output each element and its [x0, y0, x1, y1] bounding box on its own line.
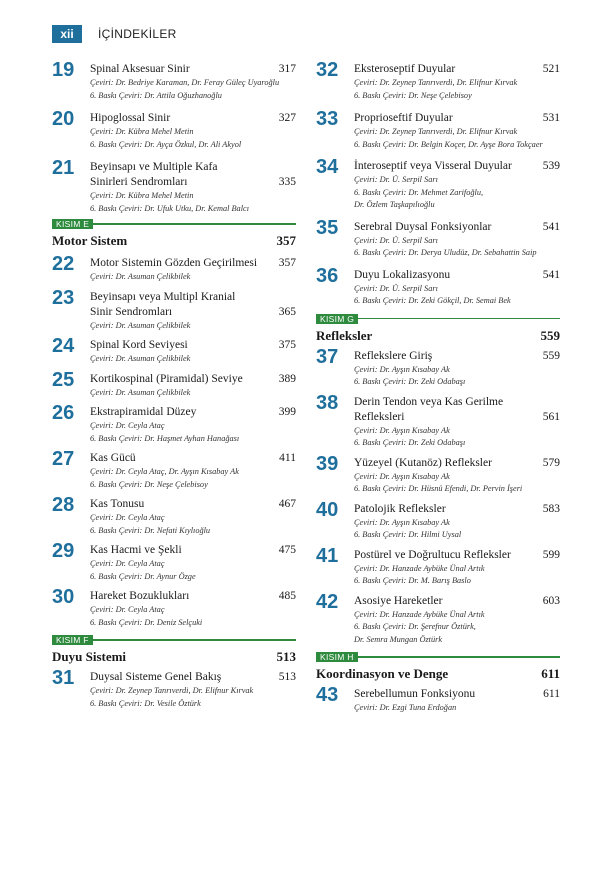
chapter-number: 24	[52, 335, 75, 357]
translator-credit: Çeviri: Dr. Ezgi Tuna Erdoğan	[354, 703, 457, 712]
toc-entry[interactable]	[52, 586, 296, 629]
translator-credit: 6. Baskı Çeviri: Dr. Zeki Odabaşı	[354, 377, 466, 386]
chapter-title-line: Hareket Bozuklukları	[90, 590, 190, 602]
toc-entry[interactable]	[52, 494, 296, 537]
section-title-text: Refleksler	[316, 327, 373, 343]
chapter-page: 531	[542, 112, 560, 124]
chapter-page: 559	[542, 349, 560, 362]
chapter-number: 36	[316, 264, 339, 287]
translator-credit: Çeviri: Dr. Ü. Serpil Sarı	[354, 175, 438, 184]
chapter-page: 603	[542, 594, 560, 607]
chapter-number: 37	[316, 345, 339, 368]
chapter-number: 31	[52, 667, 75, 689]
chapter-number: 32	[316, 59, 339, 81]
toc-entry[interactable]	[52, 368, 296, 400]
chapter-page: 399	[278, 406, 296, 418]
chapter-title-line: Eksteroseptif Duyular	[354, 63, 456, 75]
section-divider	[52, 635, 296, 645]
chapter-number: 33	[316, 108, 339, 130]
toc-entry[interactable]	[52, 157, 296, 215]
toc-entry[interactable]	[52, 402, 296, 445]
section-page: 513	[276, 649, 296, 664]
chapter-page: 513	[278, 671, 296, 683]
chapter-page: 561	[542, 410, 560, 423]
section-title-text: Koordinasyon ve Denge	[316, 666, 449, 681]
chapter-title-line: Ekstrapiramidal Düzey	[90, 406, 197, 418]
chapter-title-line: Reflekslere Giriş	[354, 349, 433, 362]
chapter-number: 42	[316, 590, 339, 613]
section-tag: KISIM H	[316, 652, 358, 662]
section-divider	[52, 219, 296, 229]
translator-credit: 6. Baskı Çeviri: Dr. Neşe Çelebisoy	[354, 90, 472, 100]
page-header	[52, 25, 177, 43]
translator-credit: Dr. Özlem Taşkapılıoğlu	[354, 200, 435, 209]
chapter-number: 23	[52, 286, 75, 309]
chapter-title-line: Motor Sistemin Gözden Geçirilmesi	[90, 257, 258, 269]
chapter-title-line: Sinirleri Sendromları	[90, 176, 188, 188]
chapter-title-line: Proprioseftif Duyular	[354, 112, 453, 124]
toc-entry[interactable]	[316, 345, 560, 389]
translator-credit: Çeviri: Dr. Ayşın Kısabay Ak	[354, 425, 450, 435]
chapter-page: 375	[278, 339, 296, 351]
translator-credit: Çeviri: Dr. Zeynep Tanrıverdi, Dr. Elifnur Kırvak	[354, 127, 518, 136]
translator-credit: 6. Baskı Çeviri: Dr. M. Barış Baslo	[354, 576, 471, 585]
translator-credit: Çeviri: Dr. Bedriye Karaman, Dr. Feray Güleç Uyaroğlu	[90, 78, 280, 87]
translator-credit: Çeviri: Dr. Hanzade Aybüke Ünal Artık	[354, 609, 485, 619]
toc-entry[interactable]	[52, 667, 296, 710]
translator-credit: 6. Baskı Çeviri: Dr. Attila Oğuzhanoğlu	[90, 90, 222, 100]
chapter-page: 475	[278, 544, 296, 556]
toc-entry[interactable]	[316, 391, 560, 450]
chapter-number: 39	[316, 452, 339, 475]
section-divider	[316, 314, 560, 324]
chapter-page: 389	[278, 372, 296, 385]
section-page: 559	[540, 327, 560, 343]
translator-credit: Çeviri: Dr. Ceyla Ataç	[90, 421, 165, 430]
translator-credit: 6. Baskı Çeviri: Dr. Zeki Gökçil, Dr. Semai Bek	[354, 296, 511, 305]
toc-entry[interactable]	[316, 59, 560, 102]
toc-entry[interactable]	[316, 156, 560, 212]
toc-entry[interactable]	[52, 335, 296, 366]
translator-credit: Çeviri: Dr. Ayşın Kısabay Ak	[354, 364, 450, 374]
translator-credit: Çeviri: Dr. Ayşın Kısabay Ak	[354, 471, 450, 481]
chapter-title-line: Duyu Lokalizasyonu	[354, 268, 451, 281]
translator-credit: 6. Baskı Çeviri: Dr. Zeki Odabaşı	[354, 438, 466, 447]
translator-credit: Çeviri: Dr. Ceyla Ataç	[90, 513, 165, 522]
chapter-page: 521	[542, 63, 560, 75]
chapter-title-line: Duysal Sisteme Genel Bakış	[90, 671, 222, 683]
translator-credit: Çeviri: Dr. Zeynep Tanrıverdi, Dr. Elifnur Kırvak	[354, 78, 518, 87]
chapter-title-line: Beyinsapı veya Multipl Kranial	[90, 290, 236, 303]
chapter-page: 579	[542, 456, 560, 469]
chapter-title-line: Asosiye Hareketler	[354, 594, 443, 607]
translator-credit: 6. Baskı Çeviri: Dr. Haşmet Ayhan Hanağası	[90, 433, 240, 443]
translator-credit: 6. Baskı Çeviri: Dr. Deniz Selçuki	[90, 617, 203, 627]
toc-left-column	[52, 59, 296, 710]
chapter-title-line: Spinal Aksesuar Sinir	[90, 63, 190, 75]
translator-credit: 6. Baskı Çeviri: Dr. Ayça Özkul, Dr. Ali Akyol	[90, 139, 242, 149]
chapter-title-line: Sinir Sendromları	[90, 305, 173, 318]
chapter-page: 541	[542, 268, 560, 281]
translator-credit: 6. Baskı Çeviri: Dr. Mehmet Zarifoğlu,	[354, 187, 484, 197]
chapter-title-line: Kas Hacmi ve Şekli	[90, 544, 182, 556]
chapter-page: 583	[542, 502, 560, 515]
translator-credit: Çeviri: Dr. Asuman Çelikbilek	[90, 354, 191, 363]
translator-credit: Çeviri: Dr. Zeynep Tanrıverdi, Dr. Elifnur Kırvak	[90, 686, 254, 695]
section-block	[52, 219, 296, 250]
translator-credit: Çeviri: Dr. Ceyla Ataç, Dr. Ayşın Kısabay Ak	[90, 467, 239, 476]
section-page: 611	[541, 666, 560, 681]
chapter-title-line: Serebral Duysal Fonksiyonlar	[354, 220, 492, 233]
chapter-number: 35	[316, 216, 339, 239]
chapter-number: 20	[52, 108, 75, 130]
toc-entry[interactable]	[316, 684, 560, 715]
toc-entry[interactable]	[316, 590, 560, 647]
chapter-number: 38	[316, 391, 339, 414]
chapter-number: 41	[316, 544, 339, 567]
translator-credit: 6. Baskı Çeviri: Dr. Hüsnü Efendi, Dr. Pervin İşeri	[354, 484, 523, 493]
chapter-page: 467	[278, 498, 296, 510]
chapter-title-line: Hipoglossal Sinir	[90, 112, 171, 124]
section-title-text: Motor Sistem	[52, 233, 128, 248]
section-tag: KISIM E	[52, 219, 93, 229]
translator-credit: Çeviri: Dr. Asuman Çelikbilek	[90, 320, 191, 330]
translator-credit: Çeviri: Dr. Ceyla Ataç	[90, 605, 165, 614]
chapter-page: 365	[278, 305, 296, 318]
toc-entry[interactable]	[316, 452, 560, 496]
section-title	[316, 327, 560, 345]
chapter-page: 357	[278, 257, 296, 269]
translator-credit: Çeviri: Dr. Kübra Mehel Metin	[90, 191, 194, 200]
chapter-number: 34	[316, 156, 339, 178]
translator-credit: Çeviri: Dr. Ü. Serpil Sarı	[354, 283, 438, 293]
chapter-number: 40	[316, 498, 339, 521]
chapter-number: 43	[316, 684, 339, 706]
chapter-number: 28	[52, 494, 75, 516]
section-block	[52, 635, 296, 666]
toc-entry[interactable]	[52, 253, 296, 284]
chapter-title-line: Beyinsapı ve Multiple Kafa	[90, 161, 218, 173]
chapter-page: 317	[278, 63, 296, 75]
chapter-title-line: Refleksleri	[354, 410, 405, 423]
chapter-title-line: Kas Gücü	[90, 452, 136, 464]
chapter-page: 539	[542, 160, 560, 172]
page-number: xii	[52, 25, 82, 43]
chapter-page: 541	[542, 220, 560, 233]
translator-credit: 6. Baskı Çeviri: Dr. Derya Uludüz, Dr. Sebahattin Saip	[354, 248, 537, 257]
chapter-number: 25	[52, 368, 75, 391]
chapter-page: 611	[543, 688, 560, 700]
toc-entry[interactable]	[316, 108, 560, 151]
chapter-number: 30	[52, 586, 75, 608]
chapter-number: 21	[52, 157, 75, 179]
chapter-page: 327	[278, 112, 296, 124]
section-tag: KISIM G	[316, 314, 358, 324]
section-title	[52, 648, 296, 666]
chapter-page: 335	[278, 176, 296, 188]
toc-entry[interactable]	[316, 544, 560, 588]
chapter-title-line: Postürel ve Doğrultucu Refleksler	[354, 548, 511, 561]
toc-entry[interactable]	[316, 264, 560, 308]
toc-entry[interactable]	[52, 59, 296, 102]
translator-credit: Çeviri: Dr. Ceyla Ataç	[90, 559, 165, 568]
chapter-number: 19	[52, 59, 75, 81]
translator-credit: Çeviri: Dr. Asuman Çelikbilek	[90, 272, 191, 281]
toc-entry[interactable]	[316, 498, 560, 542]
translator-credit: Çeviri: Dr. Kübra Mehel Metin	[90, 127, 194, 136]
section-block	[316, 652, 560, 683]
translator-credit: 6. Baskı Çeviri: Dr. Ufuk Utku, Dr. Kemal Balcı	[90, 203, 250, 213]
chapter-page: 485	[278, 590, 296, 602]
chapter-title-line: Kortikospinal (Piramidal) Seviye	[90, 372, 243, 385]
section-tag: KISIM F	[52, 635, 93, 645]
toc-entry[interactable]	[52, 108, 296, 151]
chapter-title-line: Yüzeyel (Kutanöz) Refleksler	[354, 456, 492, 469]
translator-credit: 6. Baskı Çeviri: Dr. Aynur Özge	[90, 571, 196, 581]
section-title-text: Duyu Sistemi	[52, 649, 127, 664]
section-block	[316, 314, 560, 345]
section-page: 357	[276, 233, 296, 248]
section-title	[52, 232, 296, 250]
chapter-title-line: Derin Tendon veya Kas Gerilme	[354, 395, 504, 408]
translator-credit: Çeviri: Dr. Hanzade Aybüke Ünal Artık	[354, 563, 485, 573]
translator-credit: Dr. Semra Mungan Öztürk	[354, 634, 443, 644]
translator-credit: Çeviri: Dr. Ayşın Kısabay Ak	[354, 517, 450, 527]
chapter-page: 411	[279, 452, 296, 464]
chapter-title-line: Patolojik Refleksler	[354, 502, 446, 515]
page-title: İÇİNDEKİLER	[98, 27, 177, 41]
toc-entry[interactable]	[52, 448, 296, 491]
translator-credit: Çeviri: Dr. Asuman Çelikbilek	[90, 387, 191, 397]
translator-credit: Çeviri: Dr. Ü. Serpil Sarı	[354, 235, 438, 245]
chapter-page: 599	[542, 548, 560, 561]
toc-entry[interactable]	[52, 540, 296, 583]
translator-credit: 6. Baskı Çeviri: Dr. Belgin Koçer, Dr. Ayşe Bora Tokçaer	[354, 139, 543, 149]
section-title	[316, 665, 560, 683]
chapter-number: 26	[52, 402, 75, 424]
chapter-title-line: Serebellumun Fonksiyonu	[354, 688, 476, 700]
translator-credit: 6. Baskı Çeviri: Dr. Nefati Kıylıoğlu	[90, 525, 211, 535]
chapter-title-line: Spinal Kord Seviyesi	[90, 339, 188, 351]
toc-right-column	[316, 59, 560, 715]
translator-credit: 6. Baskı Çeviri: Dr. Vesile Öztürk	[90, 698, 201, 708]
chapter-number: 22	[52, 253, 75, 275]
chapter-number: 29	[52, 540, 75, 562]
translator-credit: 6. Baskı Çeviri: Dr. Şerefnur Öztürk,	[354, 622, 476, 631]
chapter-title-line: İnteroseptif veya Visseral Duyular	[354, 160, 512, 172]
translator-credit: 6. Baskı Çeviri: Dr. Hilmi Uysal	[354, 530, 462, 539]
chapter-number: 27	[52, 448, 75, 470]
translator-credit: 6. Baskı Çeviri: Dr. Neşe Çelebisoy	[90, 479, 208, 489]
toc-entry[interactable]	[316, 216, 560, 260]
toc-entry[interactable]	[52, 286, 296, 333]
section-divider	[316, 652, 560, 662]
chapter-title-line: Kas Tonusu	[90, 498, 145, 510]
